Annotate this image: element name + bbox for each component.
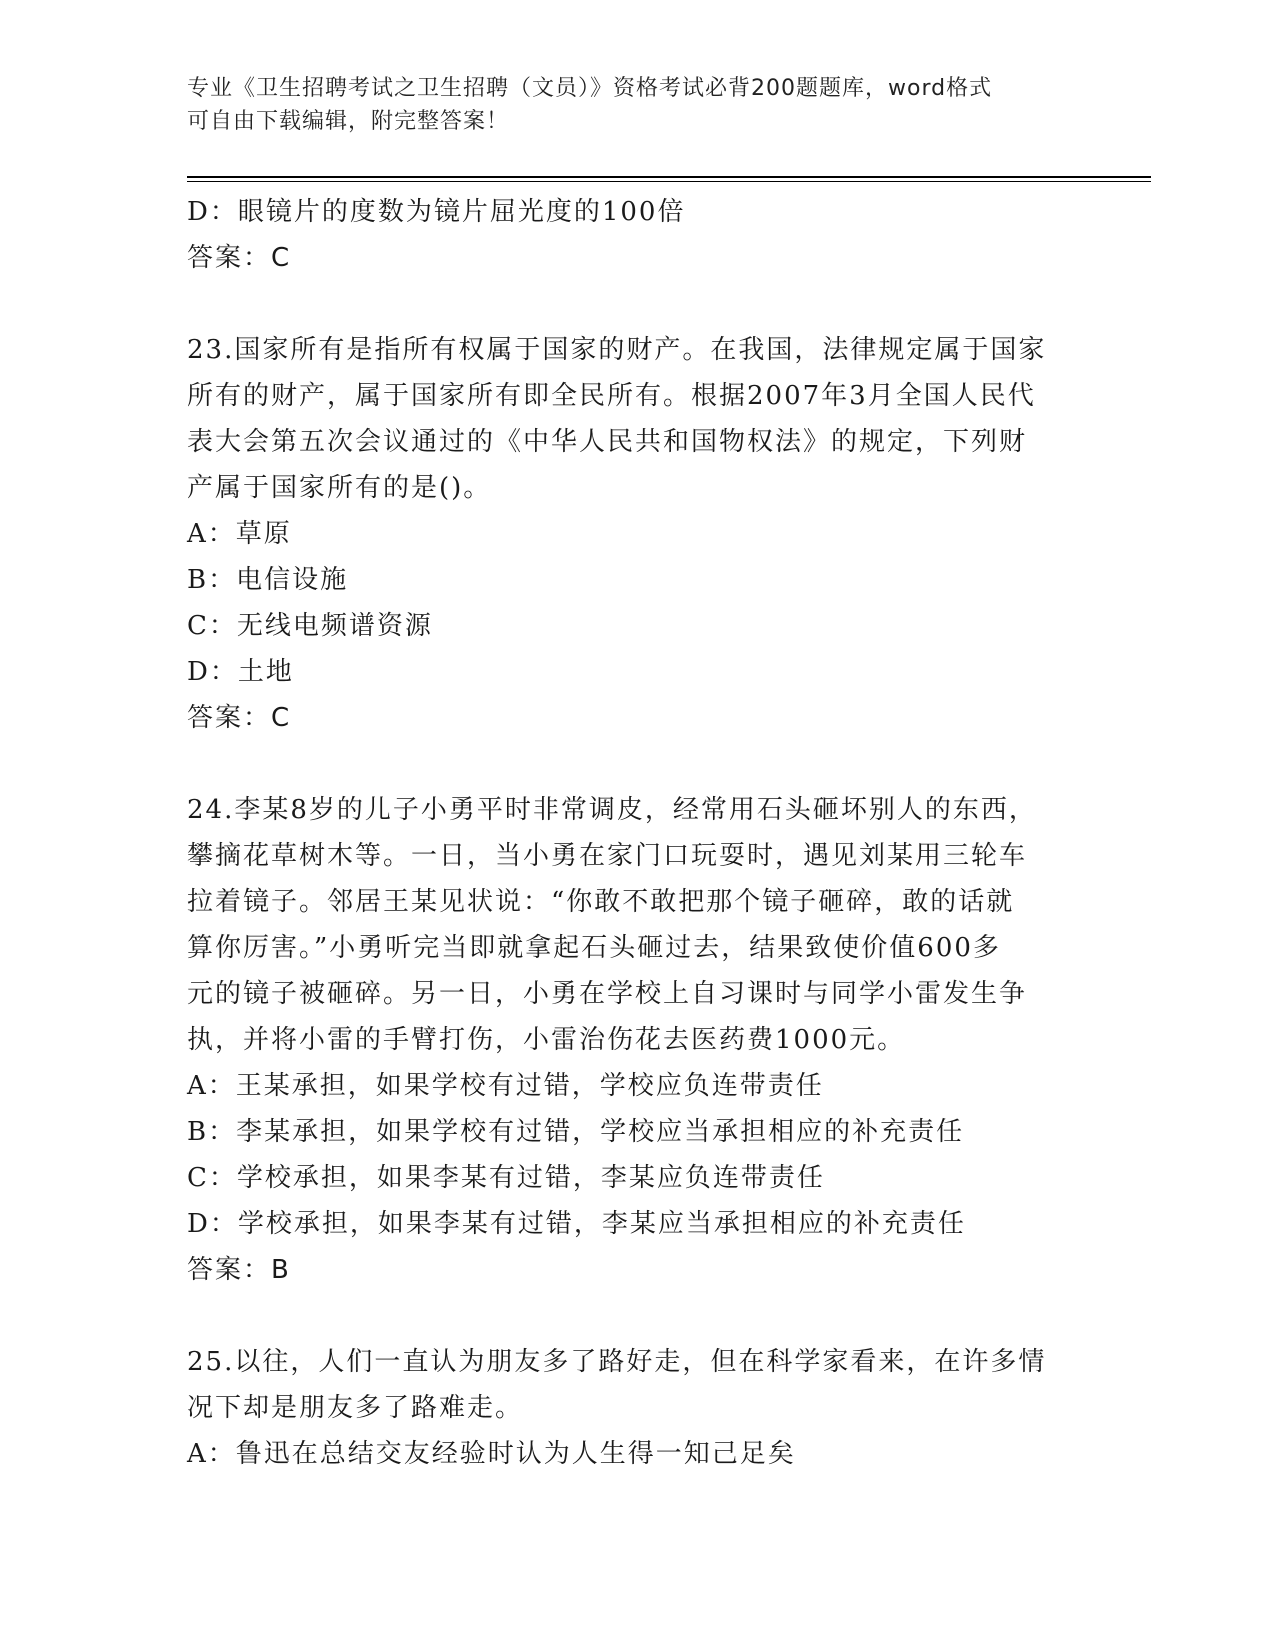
option-c: C：学校承担，如果李某有过错，李某应负连带责任 [187, 1163, 825, 1193]
question-text-line: 23.国家所有是指所有权属于国家的财产。在我国，法律规定属于国家 [187, 335, 1047, 365]
header-title-line-2: 可自由下载编辑，附完整答案！ [187, 109, 510, 134]
question-text-line: 元的镜子被砸碎。另一日，小勇在学校上自习课时与同学小雷发生争 [187, 979, 1028, 1009]
question-text-line: 25.以往，人们一直认为朋友多了路好走，但在科学家看来，在许多情 [187, 1347, 1047, 1377]
answer-line: 答案：B [187, 1255, 291, 1285]
question-text-line: 拉着镜子。邻居王某见状说：“你敢不敢把那个镜子砸碎，敢的话就 [187, 887, 1015, 917]
header-title-line-1: 专业《卫生招聘考试之卫生招聘（文员）》资格考试必背200题题库，word格式 [187, 76, 993, 101]
spacer [187, 1293, 1077, 1339]
question-text-line: 24.李某8岁的儿子小勇平时非常调皮，经常用石头砸坏别人的东西， [187, 795, 1037, 825]
option-a: A：鲁迅在总结交友经验时认为人生得一知己足矣 [187, 1439, 796, 1469]
option-b: B：李某承担，如果学校有过错，学校应当承担相应的补充责任 [187, 1117, 965, 1147]
question-22-tail [187, 189, 1077, 281]
option-c: C：无线电频谱资源 [187, 611, 433, 641]
option-d: D：土地 [187, 657, 294, 687]
question-text-line: 表大会第五次会议通过的《中华人民共和国物权法》的规定，下列财 [187, 427, 1028, 457]
option-d: D：学校承担，如果李某有过错，李某应当承担相应的补充责任 [187, 1209, 966, 1239]
document-body [187, 189, 1077, 1477]
option-b: B：电信设施 [187, 565, 349, 595]
answer-line: 答案：C [187, 243, 292, 273]
header-divider-thick [187, 176, 1151, 178]
question-text-line: 所有的财产，属于国家所有即全民所有。根据2007年3月全国人民代 [187, 381, 1036, 411]
option-d: D：眼镜片的度数为镜片屈光度的100倍 [187, 197, 686, 227]
question-text-line: 产属于国家所有的是()。 [187, 473, 492, 503]
answer-line: 答案：C [187, 703, 292, 733]
question-25 [187, 1339, 1077, 1477]
document-header [187, 72, 1087, 138]
question-text-line: 执，并将小雷的手臂打伤，小雷治伤花去医药费1000元。 [187, 1025, 906, 1055]
spacer [187, 741, 1077, 787]
option-a: A：王某承担，如果学校有过错，学校应负连带责任 [187, 1071, 824, 1101]
question-text-line: 算你厉害。”小勇听完当即就拿起石头砸过去，结果致使价值600多 [187, 933, 1001, 963]
question-text-line: 攀摘花草树木等。一日，当小勇在家门口玩耍时，遇见刘某用三轮车 [187, 841, 1028, 871]
question-23 [187, 327, 1077, 741]
header-divider-thin [187, 181, 1151, 182]
question-24 [187, 787, 1077, 1293]
option-a: A：草原 [187, 519, 292, 549]
question-text-line: 况下却是朋友多了路难走。 [187, 1393, 524, 1423]
spacer [187, 281, 1077, 327]
